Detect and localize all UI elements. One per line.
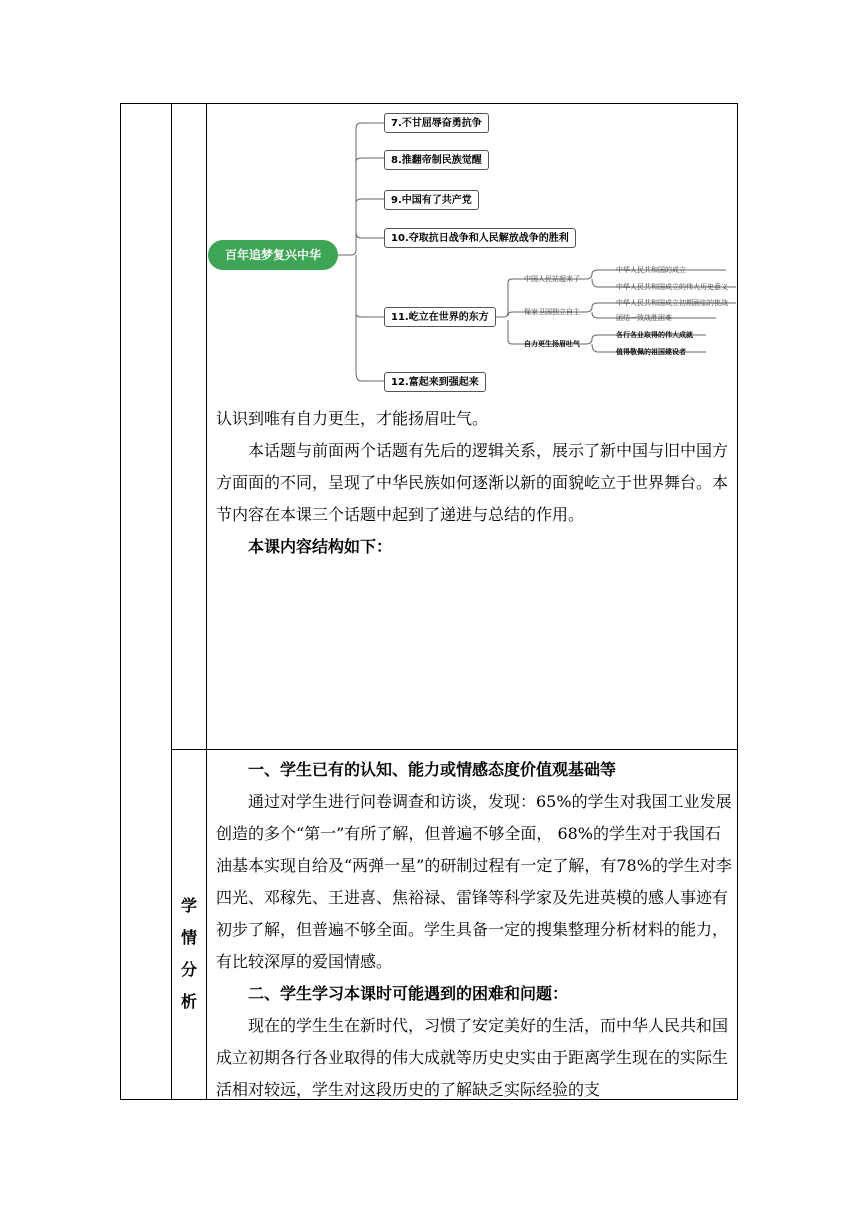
content-paragraph: 本话题与前面两个话题有先后的逻辑关系，展示了新中国与旧中国方方面面的不同，呈现了中华民族如何逐渐以新的面貌屹立于世界舞台。本节内容在本课三个话题中起到了递进与总结的作用。 bbox=[216, 441, 729, 524]
mindmap-leaf: 中华人民共和国成立的伟大历史意义 bbox=[616, 283, 728, 291]
row-divider bbox=[171, 749, 737, 750]
mindmap-branch-1: 中国人民站起来了 bbox=[524, 275, 580, 283]
mindmap-branch-2: 保家卫国独立自主 bbox=[524, 308, 580, 316]
continued-line: 认识到唯有自力更生，才能扬眉吐气。 bbox=[216, 409, 489, 428]
mindmap-branch-3: 自力更生扬眉吐气 bbox=[524, 340, 580, 348]
mindmap-topic-8: 8.推翻帝制民族觉醒 bbox=[384, 150, 489, 170]
mindmap-topic-10: 10.夺取抗日战争和人民解放战争的胜利 bbox=[384, 228, 576, 248]
mindmap-root: 百年追梦复兴中华 bbox=[208, 240, 338, 270]
analysis-heading-1: 一、学生已有的认知、能力或情感态度价值观基础等 bbox=[248, 760, 617, 779]
mindmap-leaf: 中华人民共和国成立初期面临的挑战 bbox=[616, 299, 728, 307]
analysis-paragraph-2: 现在的学生生在新时代，习惯了安定美好的生活，而中华人民共和国成立初期各行各业取得的伟大成就等历史史实由于距离学生现在的实际生活相对较远，学生对这段历史的了解缺乏实际经验的支 bbox=[216, 1016, 729, 1099]
mindmap-topic-9: 9.中国有了共产党 bbox=[384, 190, 479, 210]
mindmap-topic-11: 11.屹立在世界的东方 bbox=[384, 307, 496, 327]
mindmap-topic-7: 7.不甘屈辱奋勇抗争 bbox=[384, 113, 489, 133]
analysis-paragraph-1: 通过对学生进行问卷调查和访谈，发现：65%的学生对我国工业发展创造的多个“第一”有所了解，但普遍不够全面， 68%的学生对于我国石油基本实现自给及“两弹一星”的研制过程有一定了解，有78%的学生对李四光、邓稼先、王进喜、焦裕禄、雷锋等科学家及先进英模的感人事迹有初步了解，但普遍不够全面。学生具备一定的搜集整理分析材料的能力，有比较深厚的爱国情感。 bbox=[216, 792, 732, 971]
mindmap-leaf: 值得敬佩的祖国建设者 bbox=[616, 348, 686, 356]
mindmap-leaf: 各行各业取得的伟大成就 bbox=[616, 331, 693, 339]
section-label-analysis: 学 情 分 析 bbox=[180, 896, 197, 1011]
content-text bbox=[216, 403, 732, 563]
mindmap-topic-12: 12.富起来到强起来 bbox=[384, 372, 486, 392]
mindmap-leaf: 团结一致战胜困难 bbox=[616, 314, 672, 322]
analysis-heading-2: 二、学生学习本课时可能遇到的困难和问题： bbox=[248, 984, 569, 1003]
structure-label: 本课内容结构如下： bbox=[248, 537, 393, 556]
mindmap-diagram bbox=[206, 104, 736, 404]
mindmap-leaf: 中华人民共和国的成立 bbox=[616, 266, 686, 274]
analysis-text bbox=[216, 754, 732, 1106]
